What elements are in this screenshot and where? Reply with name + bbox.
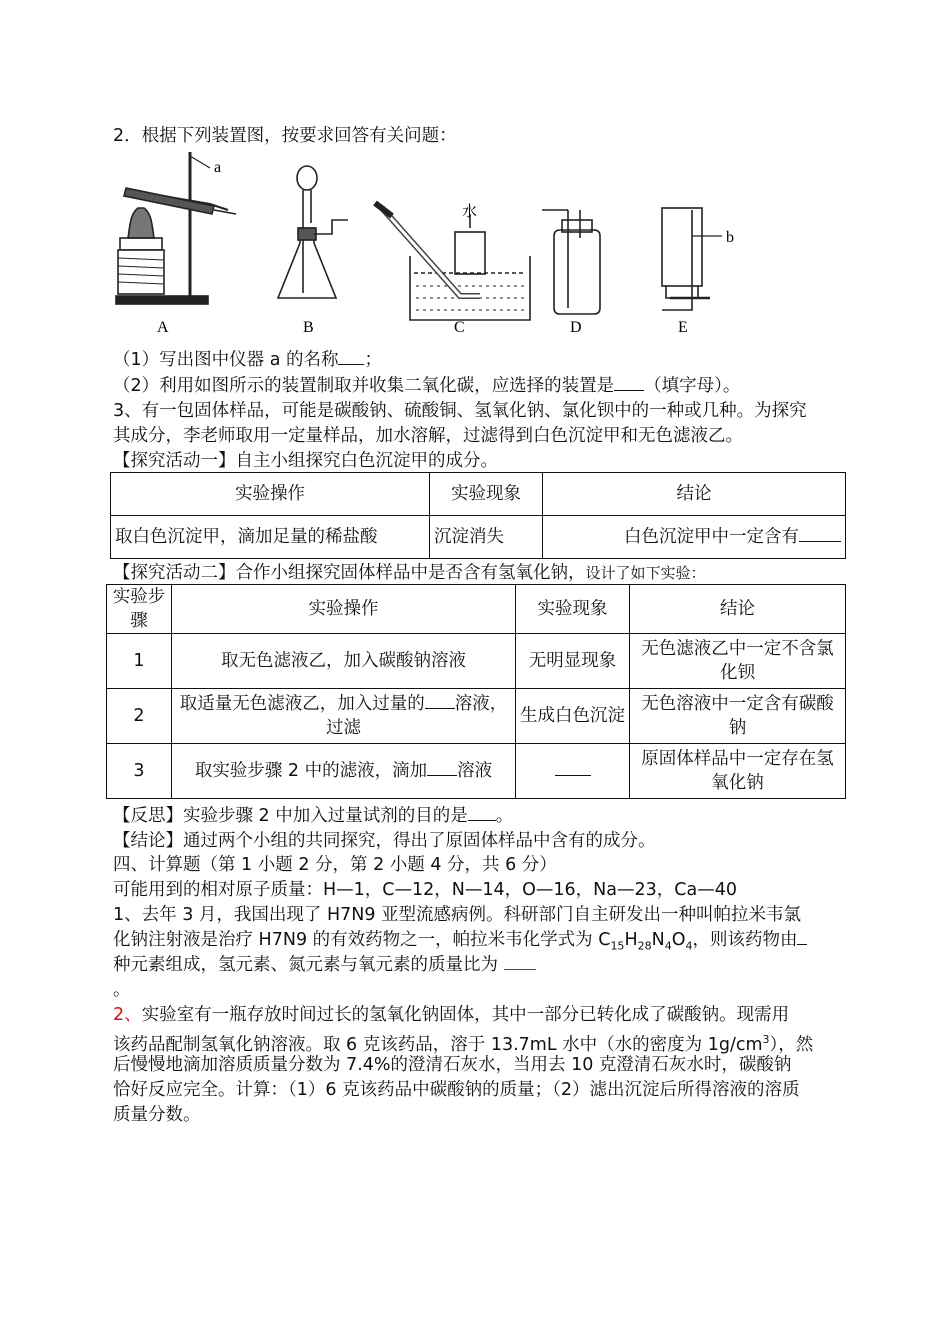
calc2-line3: 后慢慢地滴加溶质质量分数为 7.4%的澄清石灰水，当用去 10 克澄清石灰水时，碳酸钠 xyxy=(113,1055,792,1075)
label-water: 水 xyxy=(462,202,478,220)
row3-step: 3 xyxy=(107,744,172,799)
q2-sub1-end: ； xyxy=(364,350,382,370)
table-row xyxy=(107,689,846,744)
answer-blank[interactable] xyxy=(797,928,807,945)
row2-step: 2 xyxy=(107,689,172,744)
q2-sub1-text: （1）写出图中仪器 a 的名称 xyxy=(113,350,339,370)
calc2-line4: 恰好反应完全。计算：（1）6 克该药品中碳酸钠的质量；（2）滤出沉淀后所得溶液的溶质 xyxy=(113,1080,800,1100)
answer-blank[interactable] xyxy=(799,525,841,542)
formula-element: H xyxy=(624,930,638,950)
answer-blank[interactable] xyxy=(427,759,457,776)
calc2-line1-text: 实验室有一瓶存放时间过长的氢氧化钠固体，其中一部分已转化成了碳酸钠。现需用 xyxy=(141,1005,790,1025)
answer-blank[interactable] xyxy=(338,348,364,365)
answer-blank[interactable] xyxy=(425,692,455,709)
calc1-line2-end: ，则该药物由 xyxy=(692,930,798,950)
formula-element: O xyxy=(671,930,686,950)
calc1-line3 xyxy=(113,953,536,977)
fig-label-d: D xyxy=(570,319,582,336)
table1-header-op: 实验操作 xyxy=(111,473,430,516)
table2-header-concl: 结论 xyxy=(630,585,846,634)
table-activity2 xyxy=(106,584,846,799)
fig-label-c: C xyxy=(454,319,465,336)
calc1-line1: 1、去年 3 月，我国出现了 H7N9 亚型流感病例。科研部门自主研发出一种叫帕拉米韦氯 xyxy=(113,905,802,925)
q2-title: 2．根据下列装置图，按要求回答有关问题： xyxy=(113,126,457,146)
activity2-title-small: 设计了如下实验： xyxy=(585,564,706,582)
calc1-line3-text: 种元素组成，氢元素、氮元素与氧元素的质量比为 xyxy=(113,955,498,975)
atomic-masses: 可能用到的相对原子质量：H—1，C—12，N—14，O—16，Na—23，Ca—40 xyxy=(113,880,737,900)
row3-op-post: 溶液 xyxy=(457,761,493,781)
row2-op-post: 溶液，过滤 xyxy=(326,694,508,738)
apparatus-e xyxy=(662,208,722,310)
row3-phen xyxy=(516,744,630,799)
q3-intro-line2: 其成分，李老师取用一定量样品，加水溶解，过滤得到白色沉淀甲和无色滤液乙。 xyxy=(113,426,743,446)
table1-concl-text: 白色沉淀甲中一定含有 xyxy=(624,527,799,547)
conclusion-line: 【结论】通过两个小组的共同探究，得出了原固体样品中含有的成分。 xyxy=(113,831,656,851)
fig-label-a: A xyxy=(157,319,169,336)
reflection-text: 【反思】实验步骤 2 中加入过量试剂的目的是 xyxy=(113,806,468,826)
table-row xyxy=(107,744,846,799)
superscript: 3 xyxy=(762,1033,770,1046)
table1-cell-op: 取白色沉淀甲，滴加足量的稀盐酸 xyxy=(111,516,430,559)
row2-phen: 生成白色沉淀 xyxy=(516,689,630,744)
apparatus-c xyxy=(375,203,530,320)
row3-op xyxy=(172,744,516,799)
formula-element: N xyxy=(651,930,665,950)
answer-blank[interactable] xyxy=(468,804,496,821)
calc2-line2-text: 该药品配制氢氧化钠溶液。取 6 克该药品，溶于 13.7mL 水中（水的密度为 1g/cm xyxy=(113,1034,763,1055)
row1-phen: 无明显现象 xyxy=(516,634,630,689)
row2-op-pre: 取适量无色滤液乙，加入过量的 xyxy=(179,694,425,714)
formula-sub: 15 xyxy=(610,939,625,953)
reflection-end: 。 xyxy=(495,806,514,826)
table2-header-step: 实验步骤 xyxy=(107,585,172,634)
table1-cell-concl xyxy=(543,516,846,559)
row3-concl: 原固体样品中一定存在氢氧化钠 xyxy=(630,744,846,799)
row2-op xyxy=(172,689,516,744)
answer-blank[interactable] xyxy=(504,953,536,970)
apparatus-diagram xyxy=(110,148,770,338)
table-row xyxy=(107,634,846,689)
table2-header-op: 实验操作 xyxy=(172,585,516,634)
table-activity1 xyxy=(110,472,846,559)
activity1-title: 【探究活动一】自主小组探究白色沉淀甲的成分。 xyxy=(113,451,498,471)
label-b: b xyxy=(726,229,734,246)
row3-op-pre: 取实验步骤 2 中的滤液，滴加 xyxy=(194,761,428,781)
table1-header-concl: 结论 xyxy=(543,473,846,516)
formula-sub: 4 xyxy=(685,939,693,953)
q3-intro-line1: 3、有一包固体样品，可能是碳酸钠、硫酸铜、氢氧化钠、氯化钡中的一种或几种。为探究 xyxy=(113,401,807,421)
row1-op: 取无色滤液乙，加入碳酸钠溶液 xyxy=(172,634,516,689)
calc2-number: 2、 xyxy=(113,1005,142,1025)
row2-concl: 无色溶液中一定含有碳酸钠 xyxy=(630,689,846,744)
calc1-line2-text: 化钠注射液是治疗 H7N9 的有效药物之一，帕拉米韦化学式为 C xyxy=(113,930,611,950)
label-a: a xyxy=(214,159,222,176)
q2-sub2-text: （2）利用如图所示的装置制取并收集二氧化碳，应选择的装置是 xyxy=(113,376,615,396)
formula-sub: 28 xyxy=(637,939,652,953)
fig-label-b: B xyxy=(303,319,314,336)
table1-header-phen: 实验现象 xyxy=(430,473,543,516)
apparatus-figure xyxy=(110,148,770,338)
calc2-line2-end: ），然 xyxy=(769,1034,814,1055)
activity2-title xyxy=(113,561,706,585)
apparatus-d xyxy=(542,210,600,314)
calc2-line1 xyxy=(113,1003,789,1027)
answer-blank[interactable] xyxy=(614,374,644,391)
row1-concl: 无色滤液乙中一定不含氯化钡 xyxy=(630,634,846,689)
apparatus-b xyxy=(278,166,348,298)
answer-blank[interactable] xyxy=(555,759,591,776)
activity2-title-text: 【探究活动二】合作小组探究固体样品中是否含有氢氧化钠， xyxy=(113,563,586,583)
fig-label-e: E xyxy=(678,319,688,336)
table2-header-phen: 实验现象 xyxy=(516,585,630,634)
calc2-line5: 质量分数。 xyxy=(113,1105,201,1125)
row1-step: 1 xyxy=(107,634,172,689)
q2-sub2-end: （填字母）。 xyxy=(644,376,741,396)
section4-title: 四、计算题（第 1 小题 2 分，第 2 小题 4 分，共 6 分） xyxy=(113,855,557,875)
calc1-line4: 。 xyxy=(113,980,131,1000)
table1-cell-phen: 沉淀消失 xyxy=(430,516,543,559)
reflection-line xyxy=(113,804,513,828)
q2-sub2 xyxy=(113,374,740,398)
formula-sub: 4 xyxy=(664,939,672,953)
q2-sub1 xyxy=(113,348,382,372)
